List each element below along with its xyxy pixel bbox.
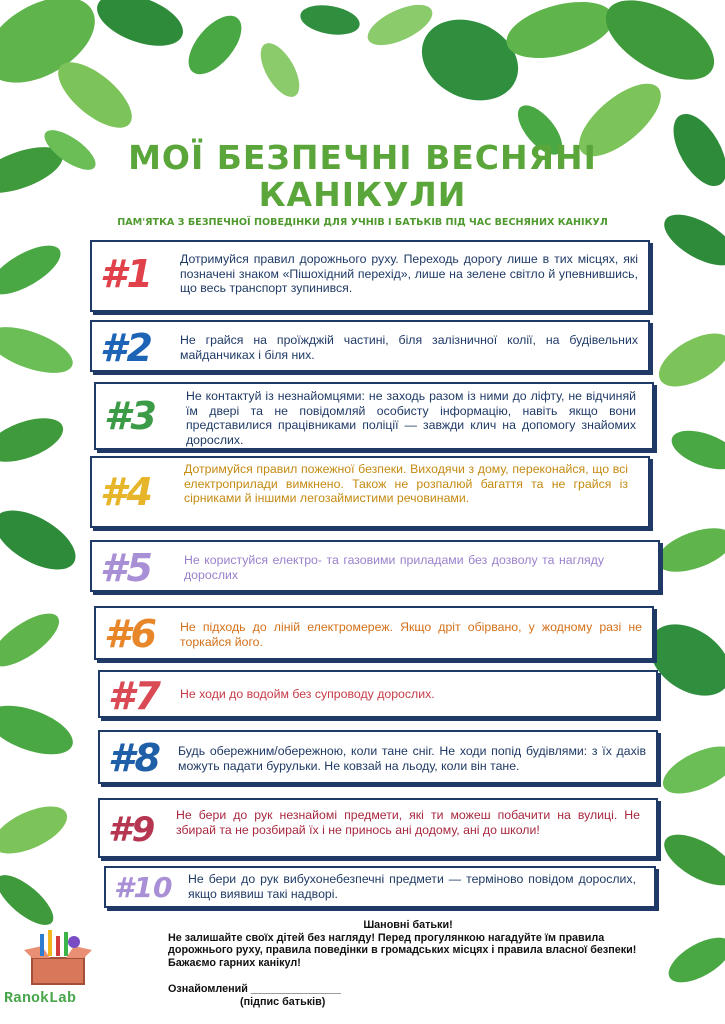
- rule-text-10: Не бери до рук вибухонебезпечні предмети — терміново повідом дорослих, якщо виявиш такі надворі.: [188, 872, 636, 901]
- rule-number-10: #10: [114, 871, 173, 904]
- rule-number-1: #1: [100, 252, 153, 296]
- parents-signature-label: (підпис батьків): [240, 995, 326, 1008]
- rule-text-9: Не бери до рук незнайомі предмети, які ти можеш побачити на вулиці. Не збирай та не розбирай їх і не принось ані додому, ані до школи!: [176, 808, 640, 837]
- page-title-line2: КАНІКУЛИ: [258, 175, 467, 214]
- parents-note-title: Шановні батьки!: [363, 919, 453, 931]
- rule-card-8: [98, 730, 658, 784]
- rule-text-4: Дотримуйся правил пожежної безпеки. Виходячи з дому, переконайся, що всі електроприлади вимкнено. Також не розпалюй багаття та не грайся із сірниками й іншими легозаймистими речовинами.: [184, 462, 628, 506]
- parents-ack: Ознайомлений _______________: [168, 983, 341, 996]
- rule-number-3: #3: [104, 394, 157, 438]
- rule-number-6: #6: [104, 612, 157, 656]
- rule-card-3: [94, 382, 654, 450]
- page-title-line1: МОЇ БЕЗПЕЧНІ ВЕСНЯНІ: [128, 138, 597, 177]
- parents-note-line1: Не залишайте своїх дітей без нагляду! Перед прогулянкою нагадуйте їм правила дорожнього руху, правила поведінки в громадських місцях і правила власної безпеки!: [168, 931, 637, 957]
- rule-text-5: Не користуйся електро- та газовими приладами без дозволу та нагляду дорослих: [184, 553, 604, 582]
- rule-number-7: #7: [108, 674, 161, 718]
- rule-card-1: [90, 240, 650, 312]
- parents-note-line2: Бажаємо гарних канікул!: [168, 956, 301, 969]
- parents-note: [168, 919, 648, 1009]
- rule-card-2: [90, 320, 650, 372]
- rule-card-9: [98, 798, 658, 858]
- rule-number-2: #2: [100, 326, 153, 370]
- logo-text: RanokLab: [4, 990, 77, 1007]
- rule-card-7: [98, 670, 658, 718]
- rule-number-5: #5: [100, 546, 153, 590]
- rule-text-3: Не контактуй із незнайомцями: не заходь разом із ними до ліфту, не відчиняй їм двері та не повідомляй особисту інформацію, навіть якщо вони представилися працівниками поліції — завжди клич на допомогу знайомих дорослих.: [186, 389, 636, 447]
- rule-number-9: #9: [108, 810, 156, 850]
- rule-card-6: [94, 606, 654, 660]
- page-subtitle: ПАМ'ЯТКА З БЕЗПЕЧНОЇ ПОВЕДІНКИ ДЛЯ УЧНІВ І БАТЬКІВ ПІД ЧАС ВЕСНЯНИХ КАНІКУЛ: [117, 217, 608, 228]
- rule-number-4: #4: [100, 470, 153, 514]
- rule-text-6: Не підходь до ліній електромереж. Якщо дріт обірвано, у жодному разі не торкайся його.: [180, 620, 642, 649]
- rule-card-4: [90, 456, 650, 528]
- rule-text-2: Не грайся на проїжджій частині, біля залізничної колії, на будівельних майданчиках і біля них.: [180, 333, 638, 362]
- rule-number-8: #8: [108, 736, 161, 780]
- rule-card-5: [90, 540, 660, 592]
- rule-text-7: Не ходи до водойм без супроводу дорослих.: [180, 687, 435, 701]
- rule-card-10: [104, 866, 656, 908]
- rule-text-8: Будь обережним/обережною, коли тане сніг. Не ходи попід будівлями: з їх дахів можуть падати бурульки. Не ковзай на льоду, коли він тане.: [178, 744, 646, 773]
- rule-text-1: Дотримуйся правил дорожнього руху. Переходь дорогу лише в тих місцях, які позначені знаком «Пішохідний перехід», лише на зелене світло й упевнившись, що весь транспорт зупинився.: [180, 252, 638, 296]
